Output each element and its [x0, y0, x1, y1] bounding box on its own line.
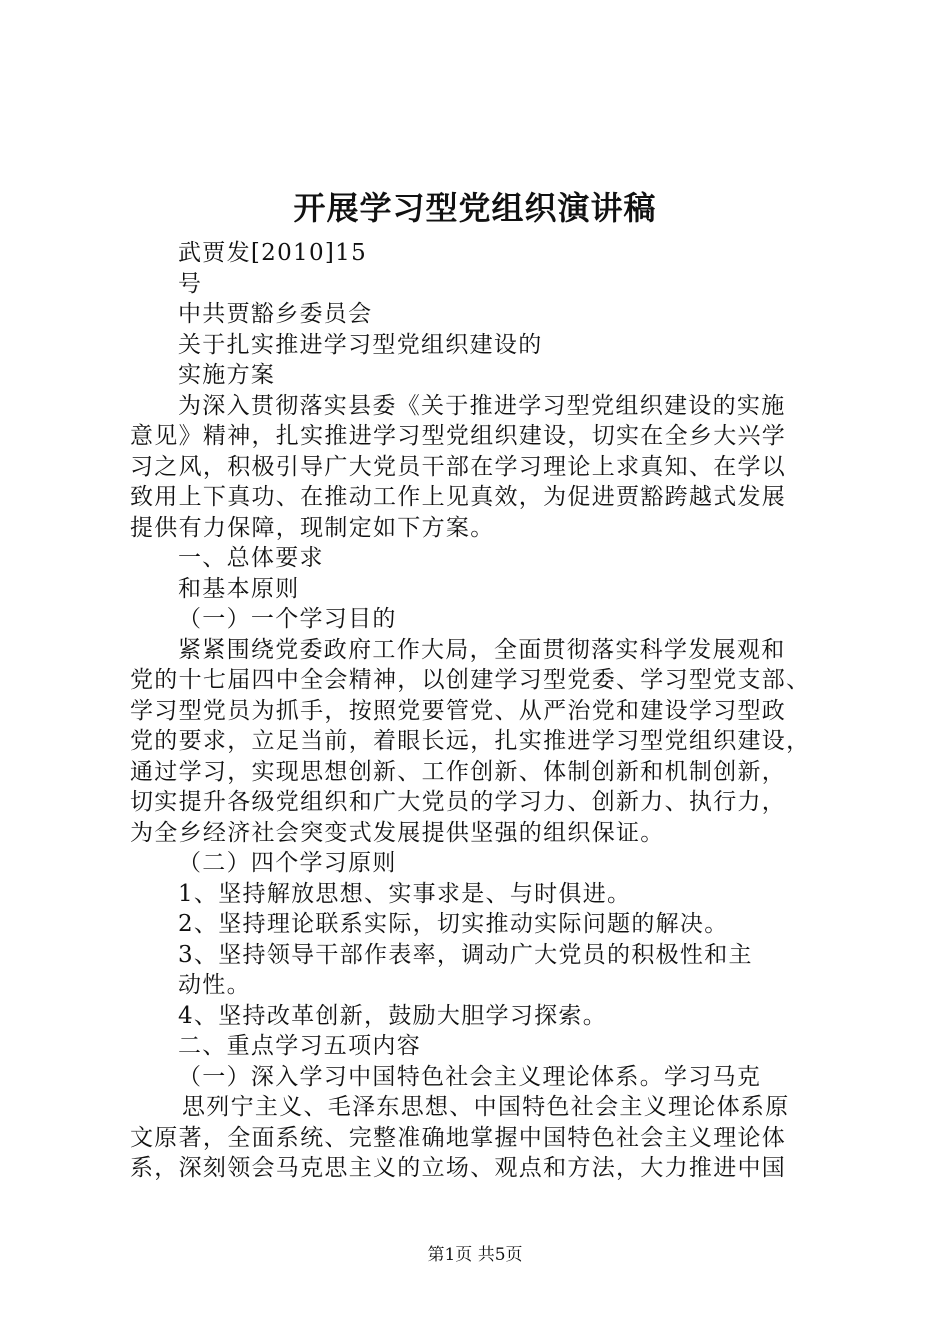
- text-line: 二、重点学习五项内容: [178, 1033, 421, 1059]
- text-line: 号: [178, 270, 203, 297]
- text-line: 思列宁主义、毛泽东思想、中国特色社会主义理论体系原: [182, 1094, 790, 1120]
- text-line: （二）四个学习原则: [178, 850, 397, 876]
- text-line: 1、坚持解放思想、实事求是、与时俱进。: [178, 880, 632, 907]
- text-line: 和基本原则: [178, 575, 300, 602]
- text-line: 学习型党员为抓手，按照党要管党、从严治党和建设学习型政: [130, 697, 787, 724]
- text-line: 4、坚持改革创新，鼓励大胆学习探索。: [178, 1002, 608, 1029]
- text-line: 系，深刻领会马克思主义的立场、观点和方法，大力推进中国: [130, 1155, 787, 1181]
- text-line: 意见》精神，扎实推进学习型党组织建设，切实在全乡大兴学: [130, 423, 787, 449]
- text-line: 切实提升各级党组织和广大党员的学习力、创新力、执行力，: [130, 789, 787, 815]
- text-line: 习之风，积极引导广大党员干部在学习理论上求真知、在学以: [130, 453, 787, 480]
- text-line: 为全乡经济社会突变式发展提供坚强的组织保证。: [130, 819, 665, 846]
- document-title: 开展学习型党组织演讲稿: [293, 189, 657, 227]
- text-line: 动性。: [178, 972, 251, 998]
- page-footer: 第1页 共5页: [427, 1245, 523, 1265]
- text-line: 党的十七届四中全会精神，以创建学习型党委、学习型党支部、: [130, 667, 811, 693]
- text-line: 致用上下真功、在推动工作上见真效，为促进贾豁跨越式发展: [130, 484, 787, 510]
- text-line: 紧紧围绕党委政府工作大局，全面贯彻落实科学发展观和: [178, 636, 786, 663]
- text-line: 党的要求，立足当前，着眼长远，扎实推进学习型党组织建设，: [130, 728, 811, 754]
- text-line: 一、总体要求: [178, 545, 324, 571]
- text-line: 关于扎实推进学习型党组织建设的: [178, 331, 543, 358]
- text-line: 为深入贯彻落实县委《关于推进学习型党组织建设的实施: [178, 392, 786, 419]
- text-line: 2、坚持理论联系实际，切实推动实际问题的解决。: [178, 911, 729, 937]
- text-line: 武贾发[2010]15: [178, 240, 368, 266]
- document-body: [130, 238, 830, 1184]
- text-line: （一）深入学习中国特色社会主义理论体系。学习马克: [178, 1063, 762, 1090]
- text-line: 提供有力保障，现制定如下方案。: [130, 514, 495, 541]
- text-line: （一）一个学习目的: [178, 606, 397, 632]
- text-line: 实施方案: [178, 362, 276, 388]
- text-line: 文原著，全面系统、完整准确地掌握中国特色社会主义理论体: [130, 1124, 787, 1151]
- text-line: 3、坚持领导干部作表率，调动广大党员的积极性和主: [178, 941, 753, 968]
- text-line: 中共贾豁乡委员会: [178, 301, 373, 327]
- text-line: 通过学习，实现思想创新、工作创新、体制创新和机制创新，: [130, 758, 787, 785]
